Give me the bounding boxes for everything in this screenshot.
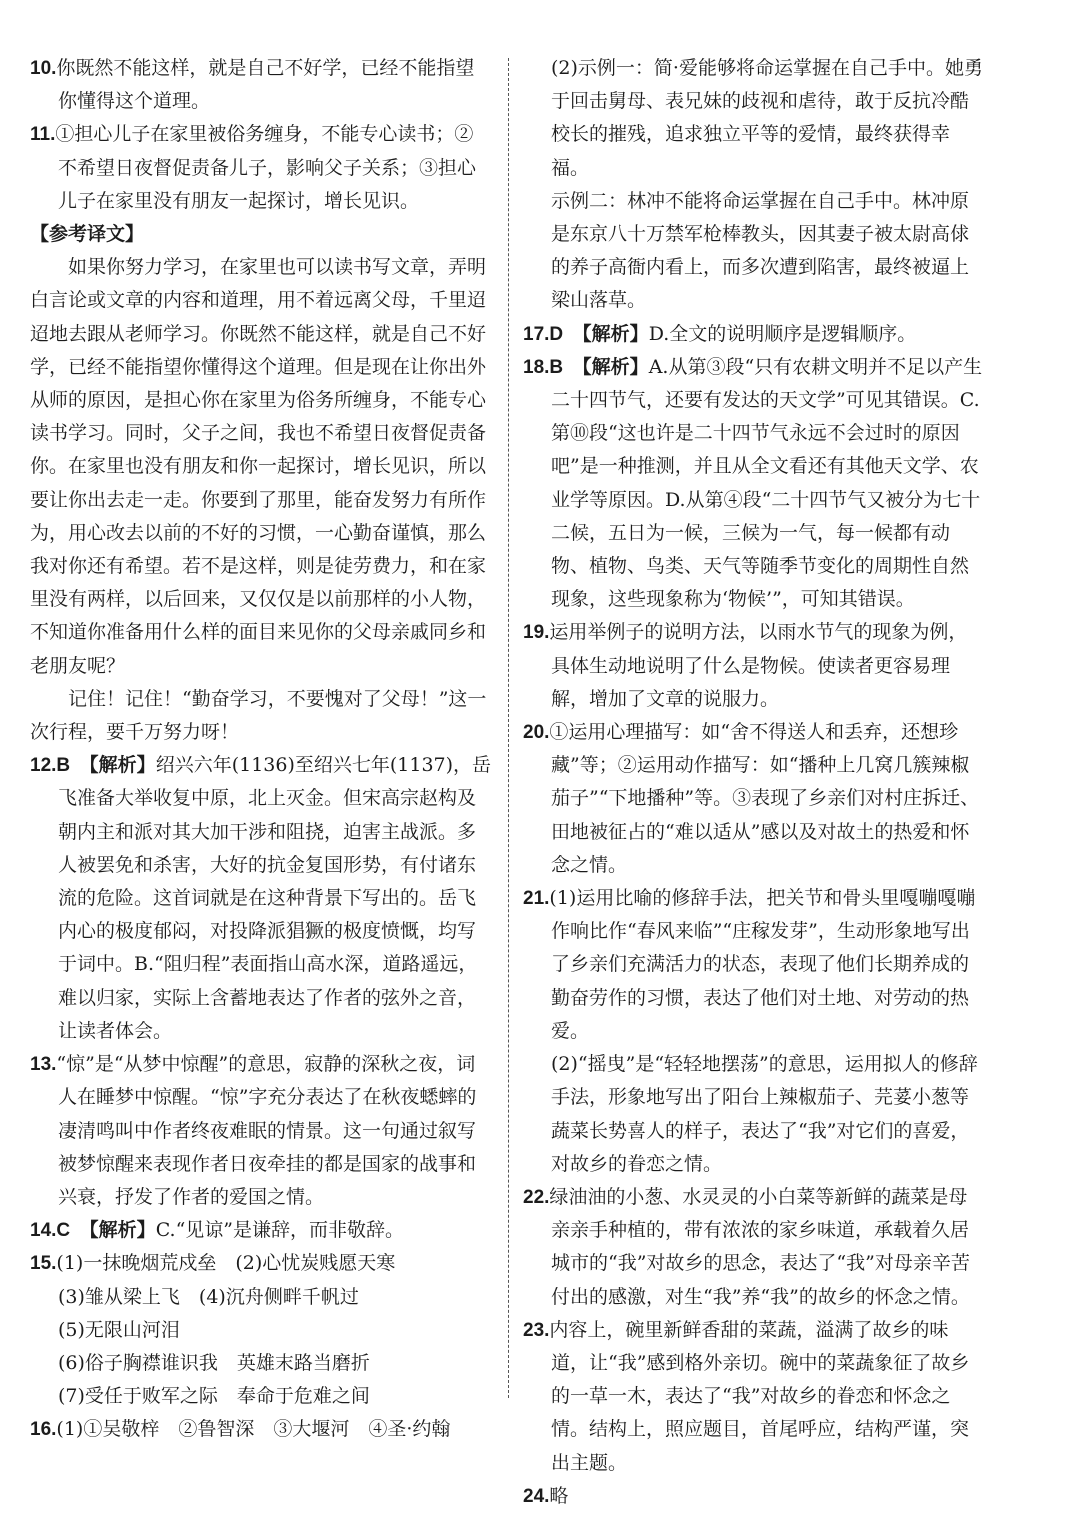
left-column xyxy=(30,52,492,1447)
answer-14: 14.C 【解析】C.“见谅”是谦辞，而非敬辞。 xyxy=(30,1219,405,1242)
answer-16-2-example-2: 示例二：林冲不能将命运掌握在自己手中。林冲原是东京八十万禁军枪棒教头，因其妻子被太尉高俅的养子高衙内看上，而多次遭到陷害，最终被逼上梁山落草。 xyxy=(551,189,970,312)
translation-paragraph-2: 记住！记住！“勤奋学习，不要愧对了父母！”这一次行程，要千万努力呀！ xyxy=(30,687,487,744)
answer-16-2-example-1: (2)示例一：简·爱能够将命运掌握在自己手中。她勇于回击舅母、表兄妹的歧视和虐待，敢于反抗冷酷校长的摧残，追求独立平等的爱情，最终获得幸福。 xyxy=(551,57,983,179)
answer-15: 15.(1)一抹晚烟荒戍垒 (2)心忧炭贱愿天寒 xyxy=(30,1252,396,1275)
answer-22: 22.绿油油的小葱、水灵灵的小白菜等新鲜的蔬菜是母亲亲手种植的，带有浓浓的家乡味道，承载着久居城市的“我”对故乡的思念，表达了“我”对母亲辛苦付出的感激，对生“我”养“我”的故乡的怀念之情。 xyxy=(523,1185,970,1308)
translation-heading: 【参考译文】 xyxy=(30,223,145,246)
answer-12: 12.B 【解析】绍兴六年(1136)至绍兴七年(1137)，岳飞准备大举收复中原，北上灭金。但宋高宗赵构及朝内主和派对其大加干涉和阻挠，迫害主战派。多人被罢免和杀害，大好的抗金复国形势，有付诸东流的危险。这首词就是在这种背景下写出的。岳飞内心的极度郁闷，对投降派猖獗的极度愤慨，均写于词中。B.“阻归程”表面指山高水深，道路遥远，难以归家，实际上含蓄地表达了作者的弦外之音，让读者体会。 xyxy=(30,754,492,1042)
answer-21-2: (2)“摇曳”是“轻轻地摆荡”的意思，运用拟人的修辞手法，形象地写出了阳台上辣椒茄子、芫荽小葱等蔬菜长势喜人的样子，表达了“我”对它们的喜爱，对故乡的眷恋之情。 xyxy=(551,1053,978,1175)
answer-10: 10.你既然不能这样，就是自己不好学，已经不能指望你懂得这个道理。 xyxy=(30,57,475,113)
answer-17: 17.D 【解析】D.全文的说明顺序是逻辑顺序。 xyxy=(523,322,917,345)
answer-21: 21.(1)运用比喻的修辞手法，把关节和骨头里嘎嘣嘎嘣作响比作“春风来临”“庄稼发芽”，生动形象地写出了乡亲们充满活力的状态，表现了他们长期养成的勤奋劳作的习惯，表达了他们对土地、对劳动的热爱。 xyxy=(523,887,976,1042)
answer-15-line: (6)俗子胸襟谁识我 英雄末路当磨折 xyxy=(58,1351,370,1374)
answer-15-line: (5)无限山河泪 xyxy=(58,1318,180,1341)
answer-24: 24.略 xyxy=(523,1484,569,1507)
answer-11: 11.①担心儿子在家里被俗务缠身，不能专心读书；②不希望日夜督促责备儿子，影响父子关系；③担心儿子在家里没有朋友一起探讨，增长见识。 xyxy=(30,123,477,212)
right-column xyxy=(523,52,985,1513)
answer-18: 18.B 【解析】A.从第③段“只有农耕文明并不足以产生二十四节气，还要有发达的天文学”可见其错误。C.第⑩段“这也许是二十四节气永远不会过时的原因吧”是一种推测，并且从全文看还有其他天文学、农业学等原因。D.从第④段“二十四节气又被分为七十二候，五日为一候，三候为一气，每一候都有动物、植物、鸟类、天气等随季节变化的周期性自然现象，这些现象称为‘物候’”，可知其错误。 xyxy=(523,355,983,611)
answer-15-line: (7)受任于败军之际 奉命于危难之间 xyxy=(58,1385,370,1408)
answer-19: 19.运用举例子的说明方法，以雨水节气的现象为例，具体生动地说明了什么是物候。使读者更容易理解，增加了文章的说服力。 xyxy=(523,621,968,710)
column-divider xyxy=(508,58,509,1398)
answer-20: 20.①运用心理描写：如“舍不得送人和丢弃，还想珍藏”等；②运用动作描写：如“播种上几窝几簇辣椒茄子”“下地播种”等。③表现了乡亲们对村庄拆迁、田地被征占的“难以适从”感以及对故土的热爱和怀念之情。 xyxy=(523,721,980,876)
answer-13: 13.“惊”是“从梦中惊醒”的意思，寂静的深秋之夜，词人在睡梦中惊醒。“惊”字充分表达了在秋夜蟋蟀的凄清鸣叫中作者终夜难眠的情景。这一句通过叙写被梦惊醒来表现作者日夜牵挂的都是国家的战事和兴衰，抒发了作者的爱国之情。 xyxy=(30,1053,477,1208)
answer-23: 23.内容上，碗里新鲜香甜的菜蔬，溢满了故乡的味道，让“我”感到格外亲切。碗中的菜蔬象征了故乡的一草一木，表达了“我”对故乡的眷恋和怀念之情。结构上，照应题目，首尾呼应，结构严谨，突出主题。 xyxy=(523,1318,970,1474)
answer-16: 16.(1)①吴敬梓 ②鲁智深 ③大堰河 ④圣·约翰 xyxy=(30,1418,451,1441)
answer-15-line: (3)雏从梁上飞 (4)沉舟侧畔千帆过 xyxy=(58,1285,359,1308)
translation-paragraph-1: 如果你努力学习，在家里也可以读书写文章，弄明白言论或文章的内容和道理，用不着远离父母，千里迢迢地去跟从老师学习。你既然不能这样，就是自己不好学，已经不能指望你懂得这个道理。但是现在让你出外从师的原因，是担心你在家里为俗务所缠身，不能专心读书学习。同时，父子之间，我也不希望日夜督促责备你。在家里也没有朋友和你一起探讨，增长见识，所以要让你出去走一走。你要到了那里，能奋发努力有所作为，用心改去以前的不好的习惯，一心勤奋谨慎，那么我对你还有希望。若不是这样，则是徒劳费力，和在家里没有两样，以后回来，又仅仅是以前那样的小人物，不知道你准备用什么样的面目来见你的父母亲戚同乡和老朋友呢？ xyxy=(30,256,487,677)
